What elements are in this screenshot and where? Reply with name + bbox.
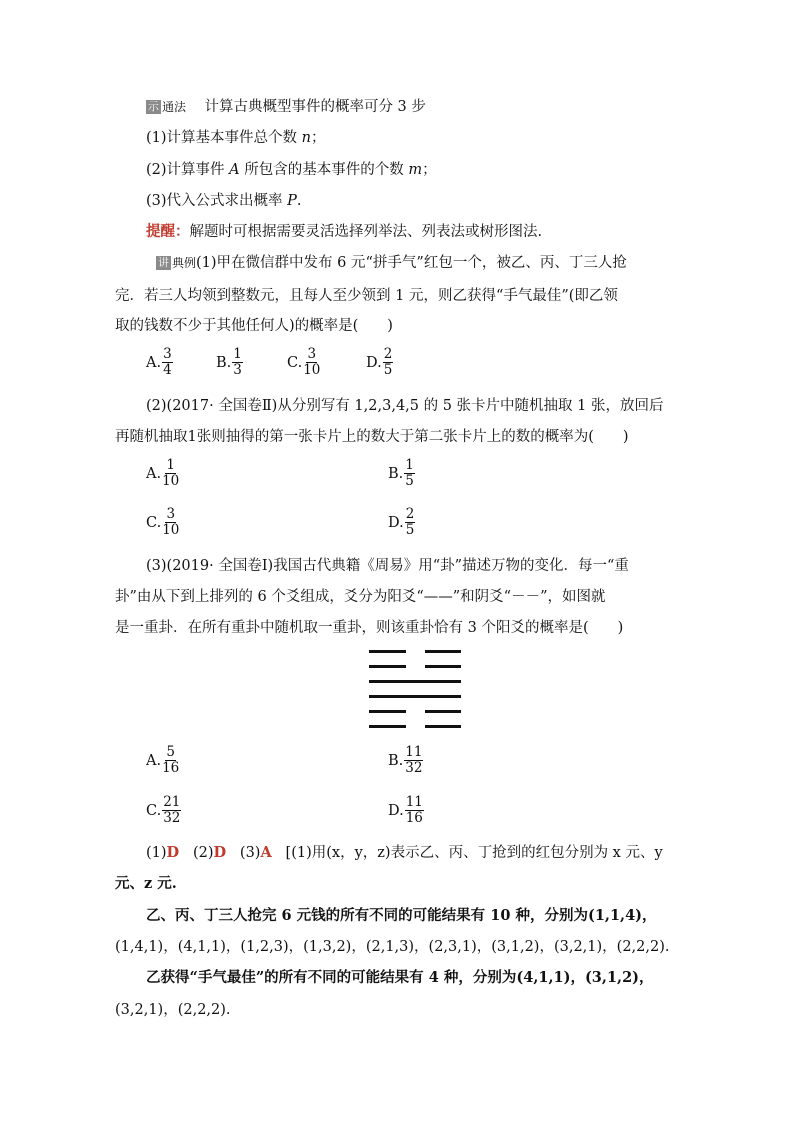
solution-best-line2: (3,2,1)，(2,2,2). <box>115 1002 231 1018</box>
method-step-2: (2)计算事件 A 所包含的基本事件的个数 m； <box>146 162 437 178</box>
example-q1-line3: 取的钱数不少于其他任何人)的概率是( ) <box>115 318 393 334</box>
example-q2-line1: (2)(2017· 全国卷Ⅱ)从分别写有 1,2,3,4,5 的 5 张卡片中随机抽取 1 张，放回后 <box>146 398 664 414</box>
solution-outcomes-line1: 乙、丙、丁三人抢完 6 元钱的所有不同的可能结果有 10 种，分别为(1,1,4)， <box>146 907 657 924</box>
solution-intro: [(1)用(x，y，z)表示乙、丙、丁抢到的红包分别为 x 元、y <box>285 845 663 861</box>
q3-option-d: D. $\frac{11}{16}$ <box>388 794 423 826</box>
answer-1: D <box>166 844 180 861</box>
solution-best-line1: 乙获得“手气最佳”的所有不同的可能结果有 4 种，分别为(4,1,1)，(3,1,2)， <box>146 969 654 986</box>
method-tag-icon: 示 <box>148 100 159 113</box>
yin-line-segment <box>425 650 462 653</box>
q2-option-a: A. $\frac{1}{10}$ <box>146 457 180 489</box>
q2-option-b: B. $\frac{1}{5}$ <box>388 457 414 489</box>
method-tag-label: 通法 <box>162 100 187 114</box>
method-title: 计算古典概型事件的概率可分 3 步 <box>204 99 426 115</box>
solution-line2: 元、z 元. <box>115 875 177 892</box>
answer-3: A <box>260 844 272 861</box>
example-q3-line3: 是一重卦．在所有重卦中随机取一重卦，则该重卦恰有 3 个阳爻的概率是( ) <box>115 620 624 636</box>
yin-line-segment <box>369 650 406 653</box>
yin-line-segment <box>369 725 406 728</box>
hexagram-figure <box>369 648 461 740</box>
q1-option-b: B. $\frac{1}{3}$ <box>216 346 242 378</box>
yang-line <box>369 680 461 683</box>
solution-outcomes-line2: (1,4,1)，(4,1,1)，(1,2,3)，(1,3,2)，(2,1,3)，(2,3,1)，(3,1,2)，(3,2,1)，(2,2,2). <box>115 939 670 955</box>
method-tip <box>146 222 542 242</box>
yin-line-segment <box>369 665 406 668</box>
q3-option-b: B. $\frac{11}{32}$ <box>388 744 423 776</box>
example-q1-line2: 完．若三人均领到整数元，且每人至少领到 1 元，则乙获得“手气最佳”(即乙领 <box>115 288 618 304</box>
solution-answers: (1)D (2)D (3)A [(1)用(x，y，z)表示乙、丙、丁抢到的红包分别为 x 元、y <box>146 844 663 861</box>
q1-option-c: C. $\frac{3}{10}$ <box>287 346 321 378</box>
example-q1-line1: 讲 典例(1)甲在微信群中发布 6 元“拼手气”红包一个，被乙、丙、丁三人抢 <box>158 255 627 271</box>
yang-line <box>369 695 461 698</box>
tip-text: 解题时可根据需要灵活选择列举法、列表法或树形图法. <box>189 224 543 240</box>
q3-option-c: C. $\frac{21}{32}$ <box>146 794 181 826</box>
example-q3-line1: (3)(2019· 全国卷Ⅰ)我国古代典籍《周易》用“卦”描述万物的变化．每一“重 <box>146 558 629 574</box>
method-step-3: (3)代入公式求出概率 P. <box>146 193 302 209</box>
answer-2: D <box>213 844 227 861</box>
yin-line-segment <box>425 710 462 713</box>
example-tag-label: 典例 <box>172 256 197 270</box>
q2-option-c: C. $\frac{3}{10}$ <box>146 506 180 538</box>
method-step-1: (1)计算基本事件总个数 n； <box>146 130 326 146</box>
q1-option-d: D. $\frac{2}{5}$ <box>366 346 393 378</box>
method-heading <box>146 97 426 117</box>
yin-line-segment <box>425 725 462 728</box>
q1-option-a: A. $\frac{3}{4}$ <box>146 346 172 378</box>
tip-label: 提醒： <box>146 223 190 240</box>
example-q2-line2: 再随机抽取1张则抽得的第一张卡片上的数大于第二张卡片上的数的概率为( ) <box>115 429 629 445</box>
example-q3-line2: 卦”由从下到上排列的 6 个爻组成，爻分为阳爻“——”和阴爻“－－”，如图就 <box>115 589 606 605</box>
yin-line-segment <box>369 710 406 713</box>
example-tag-icon: 讲 <box>158 256 169 269</box>
q3-option-a: A. $\frac{5}{16}$ <box>146 744 180 776</box>
yin-line-segment <box>425 665 462 668</box>
q2-option-d: D. $\frac{2}{5}$ <box>388 506 415 538</box>
